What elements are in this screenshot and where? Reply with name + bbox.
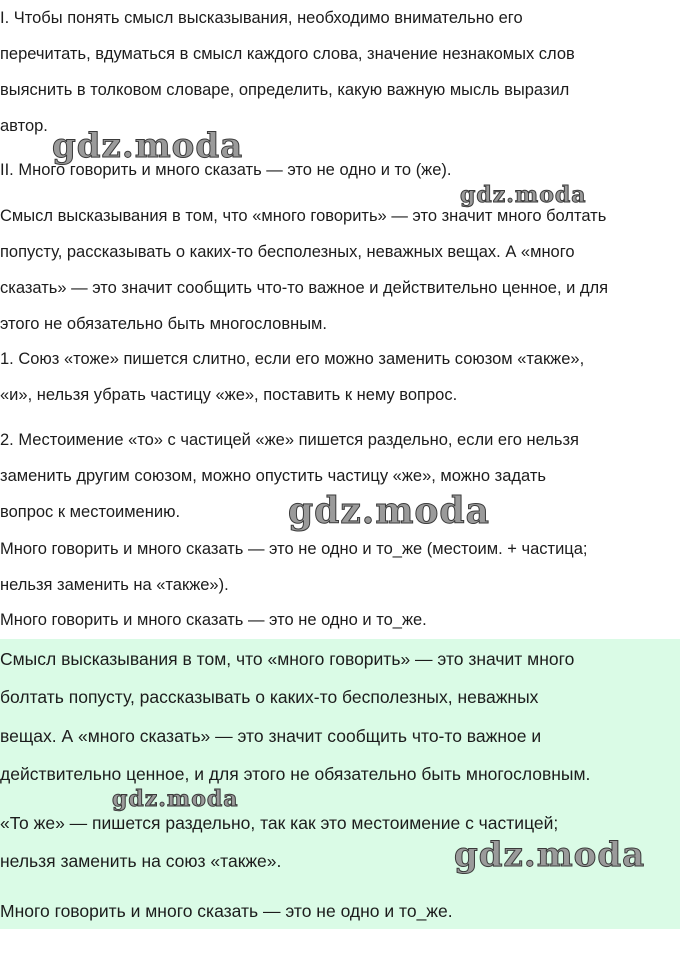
section1-line: выяснить в толковом словаре, определить, какую важную мысль выразил [0,81,570,99]
section1-line: автор. [0,117,48,135]
watermark: gdz.moda [454,835,646,875]
section2-heading: II. Много говорить и много сказать — это не одно и то (же). [0,161,452,179]
summary-meaning-line: вещах. А «много сказать» — это значит сообщить что-то важное и [0,726,542,746]
summary-rule-line: «То же» — пишется раздельно, так как это местоимение с частицей; [0,813,559,833]
watermark: gdz.moda [288,490,490,532]
meaning-line: этого не обязательно быть многословным. [0,315,327,333]
meaning-line: сказать» — это значит сообщить что-то важное и действительно ценное, и для [0,279,609,297]
section1-line: перечитать, вдуматься в смысл каждого слова, значение незнакомых слов [0,45,575,63]
watermark: gdz.moda [460,182,587,208]
rule1-line: 1. Союз «тоже» пишется слитно, если его можно заменить союзом «также», [0,350,585,368]
summary-meaning-line: действительно ценное, и для этого не обязательно быть многословным. [0,764,591,784]
meaning-line: попусту, рассказывать о каких-то бесполезных, неважных вещах. А «много [0,243,575,261]
answer-line: Много говорить и много сказать — это не одно и то_же. [0,611,427,629]
rule1-line: «и», нельзя убрать частицу «же», поставить к нему вопрос. [0,386,458,404]
summary-answer: Много говорить и много сказать — это не одно и то_же. [0,901,453,921]
analysis-line: нельзя заменить на «также»). [0,576,229,594]
meaning-line: Смысл высказывания в том, что «много говорить» — это значит много болтать [0,207,607,225]
watermark: gdz.moda [52,126,244,166]
summary-meaning-line: Смысл высказывания в том, что «много говорить» — это значит много [0,649,575,669]
summary-rule-line: нельзя заменить на союз «также». [0,851,282,871]
rule2-line: вопрос к местоимению. [0,503,181,521]
rule2-line: заменить другим союзом, можно опустить частицу «же», можно задать [0,467,546,485]
analysis-line: Много говорить и много сказать — это не одно и то_же (местоим. + частица; [0,540,588,558]
section1-line: I. Чтобы понять смысл высказывания, необходимо внимательно его [0,9,523,27]
watermark: gdz.moda [112,786,239,812]
summary-meaning-line: болтать попусту, рассказывать о каких-то бесполезных, неважных [0,687,539,707]
rule2-line: 2. Местоимение «то» с частицей «же» пишется раздельно, если его нельзя [0,431,579,449]
